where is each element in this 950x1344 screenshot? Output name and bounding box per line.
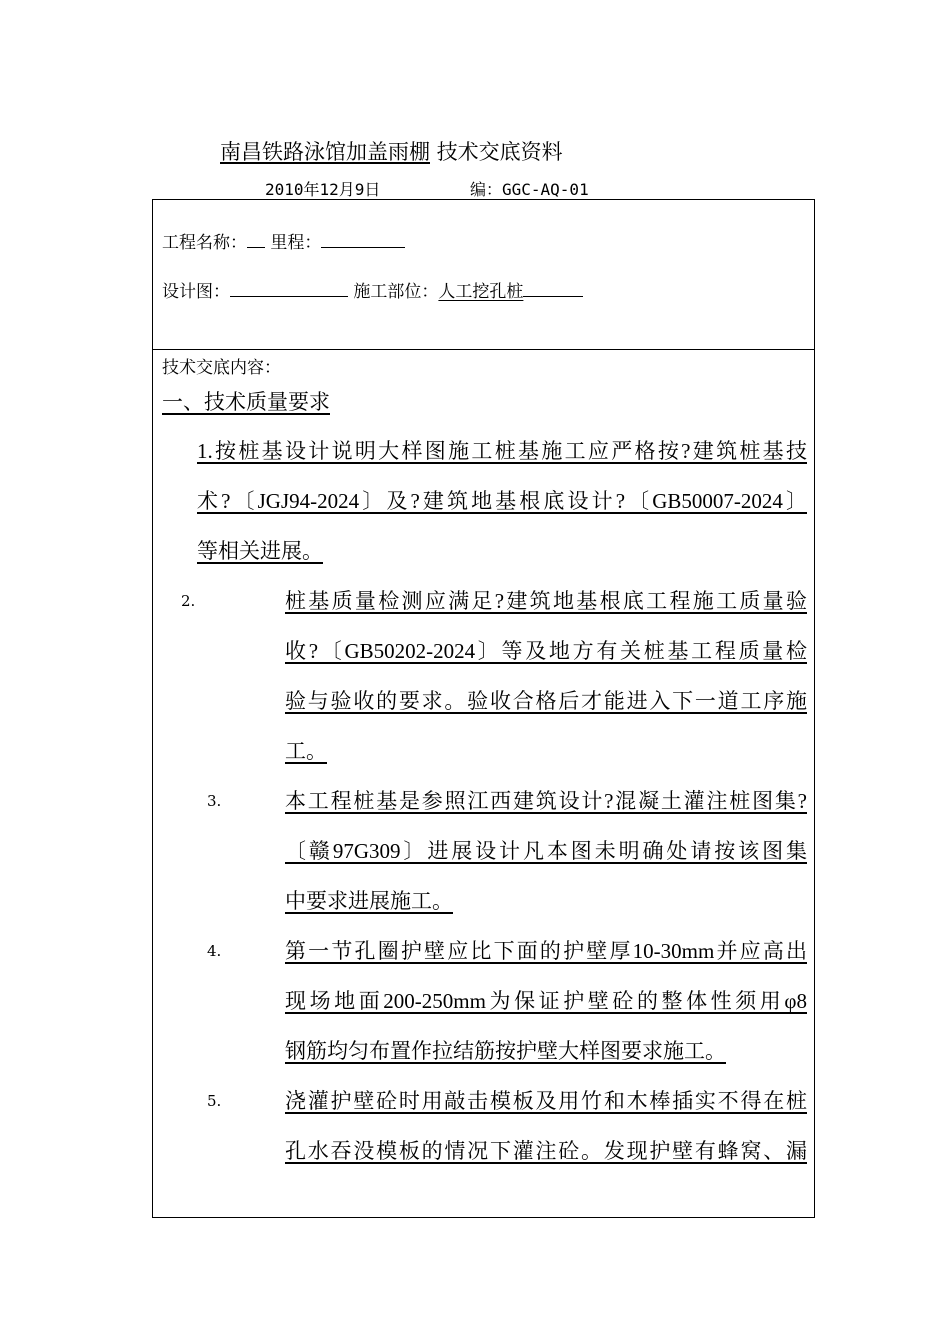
item-2-line-2: 收?〔GB50202-2024〕等及地方有关桩基工程质量检 (285, 639, 807, 663)
item-3-line-2: 〔赣97G309〕进展设计凡本图未明确处请按该图集 (285, 839, 807, 863)
construction-location-label: 施工部位： (353, 282, 439, 302)
content-heading: 技术交底内容： (162, 358, 281, 378)
title-main: 南昌铁路泳馆加盖雨棚 (220, 140, 430, 164)
mileage-label: 里程： (270, 233, 322, 253)
title-suffix: 技术交底资料 (436, 140, 563, 164)
item-1-line-2: 术?〔JGJ94-2024〕及?建筑地基根底设计?〔GB50007-2024〕 (197, 489, 807, 513)
item-5-number: 5. (207, 1092, 222, 1110)
document-title (220, 136, 563, 166)
item-4-number: 4. (207, 942, 222, 960)
item-1-line-3: 等相关进展。 (197, 539, 323, 563)
construction-location-blank (523, 280, 583, 297)
item-5-line-2: 孔水吞没模板的情况下灌注砼。发现护壁有蜂窝、漏 (285, 1139, 807, 1163)
item-2-number: 2. (181, 592, 196, 610)
document-code: 编：GGC-AQ-01 (470, 180, 589, 199)
item-2-line-4: 工。 (285, 739, 327, 763)
item-4-line-3: 钢筋均匀布置作拉结筋按护壁大样图要求施工。 (285, 1039, 726, 1063)
item-5-line-1: 浇灌护壁砼时用敲击模板及用竹和木棒插实不得在桩 (285, 1089, 807, 1113)
construction-location-value: 人工挖孔桩 (438, 282, 524, 302)
item-3-number: 3. (207, 792, 222, 810)
document-date: 2010年12月9日 (265, 180, 381, 199)
item-4-line-1: 第一节孔圈护壁应比下面的护壁厚10-30mm并应高出 (285, 939, 807, 963)
design-drawing-label: 设计图： (162, 282, 230, 302)
mileage-blank (321, 231, 405, 248)
item-4-line-2: 现场地面200-250mm为保证护壁砼的整体性须用φ8 (285, 989, 807, 1013)
design-row (162, 277, 583, 302)
item-3-line-3: 中要求进展施工。 (285, 889, 453, 913)
item-2-line-3: 验与验收的要求。验收合格后才能进入下一道工序施 (285, 689, 807, 713)
date-line (265, 177, 589, 200)
project-name-blank (247, 231, 265, 248)
design-drawing-blank (230, 280, 348, 297)
disclosure-form (152, 199, 815, 1218)
item-1-line-1: 1.按桩基设计说明大样图施工桩基施工应严格按?建筑桩基技 (197, 439, 807, 463)
section-divider (153, 349, 814, 350)
item-2-line-1: 桩基质量检测应满足?建筑地基根底工程施工质量验 (285, 589, 807, 613)
item-3-line-1: 本工程桩基是参照江西建筑设计?混凝土灌注桩图集? (285, 789, 807, 813)
project-name-row (162, 228, 405, 253)
section-title: 一、技术质量要求 (162, 390, 330, 414)
project-name-label: 工程名称： (162, 233, 247, 253)
